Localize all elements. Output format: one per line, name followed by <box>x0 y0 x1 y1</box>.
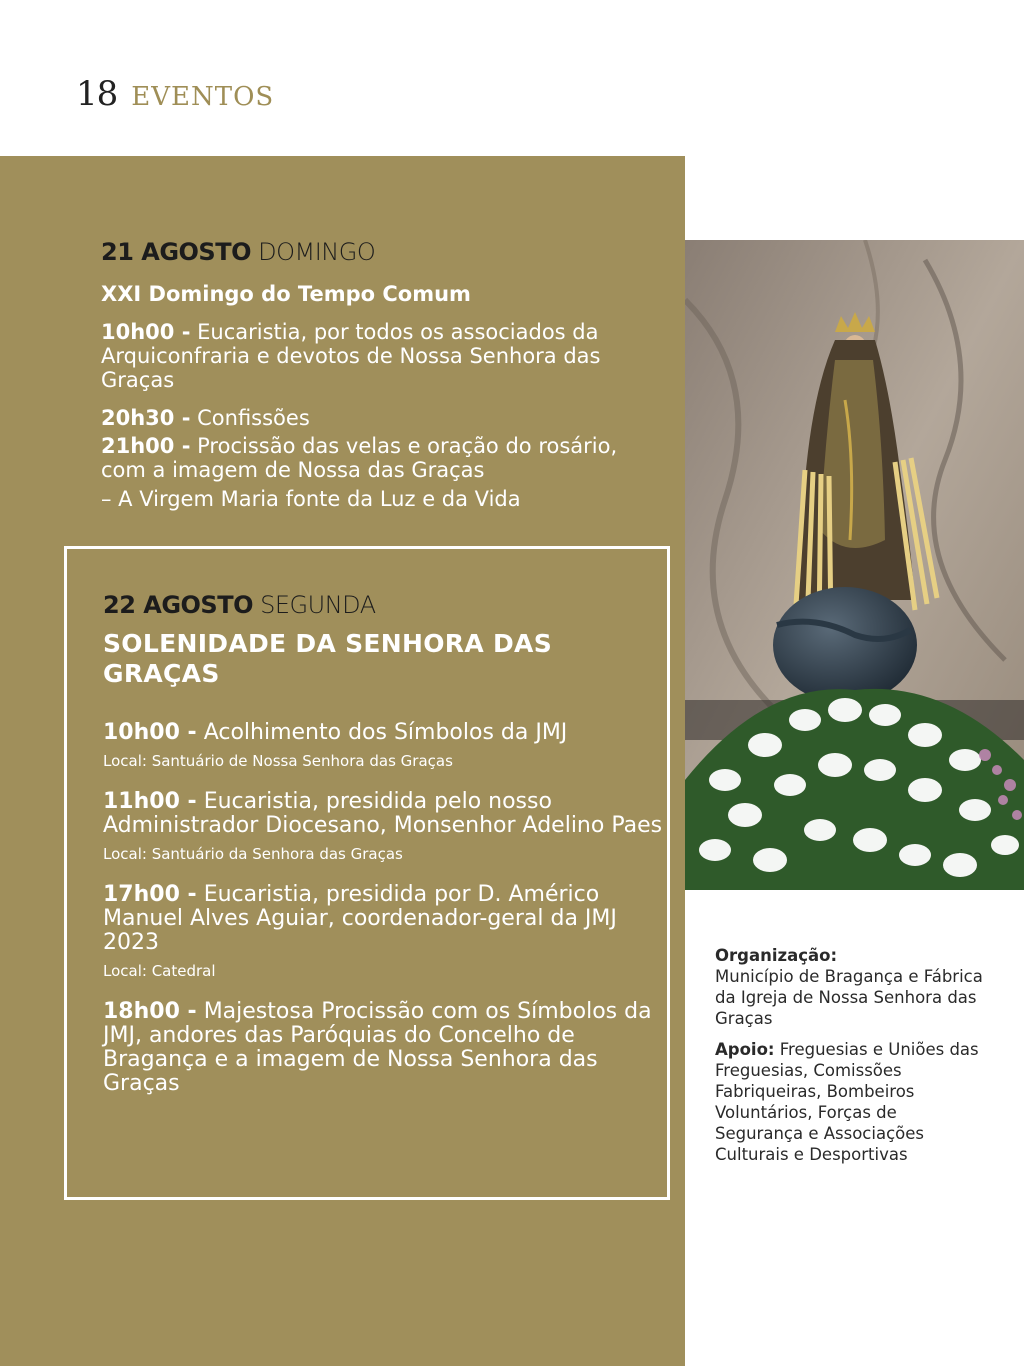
organization-label: Organização: <box>715 946 838 965</box>
page-header <box>76 74 274 114</box>
event-text: Eucaristia, por todos os associados da Arquiconfraria e devotos de Nossa Senhora das Graças <box>101 320 601 392</box>
event-text: Procissão das velas e oração do rosário, com a imagem de Nossa das Graças <box>101 434 618 482</box>
day2-heading <box>103 591 663 619</box>
event-time: 10h00 - <box>101 320 191 344</box>
event-time: 20h30 - <box>101 406 191 430</box>
statue-photo <box>685 240 1024 890</box>
day2-event <box>103 721 663 771</box>
event-text: Majestosa Procissão com os Símbolos da JMJ, andores das Paróquias do Concelho de Bragança e a imagem de Nossa Senhora das Graças <box>103 999 652 1096</box>
day2-weekday: SEGUNDA <box>260 591 376 619</box>
day2-date: 22 AGOSTO <box>103 591 253 619</box>
event-location: Local: Santuário da Senhora das Graças <box>103 845 403 863</box>
support-label: Apoio: <box>715 1040 775 1059</box>
support-text: Freguesias e Uniões das Freguesias, Comissões Fabriqueiras, Bombeiros Voluntários, Forças de Segurança e Associações Culturais e Desportivas <box>715 1040 979 1164</box>
day2-event <box>103 1000 663 1096</box>
events-panel <box>0 156 685 1366</box>
support <box>715 1039 985 1165</box>
organization-text: Município de Bragança e Fábrica da Igreja de Nossa Senhora das Graças <box>715 967 983 1028</box>
event-time: 17h00 - <box>103 882 197 907</box>
event-extra: – A Virgem Maria fonte da Luz e da Vida <box>101 487 521 511</box>
day2-event <box>103 790 663 864</box>
event-time: 11h00 - <box>103 789 197 814</box>
event-text: Acolhimento dos Símbolos da JMJ <box>203 720 568 745</box>
day2-block <box>103 591 663 1096</box>
event-time: 21h00 - <box>101 434 191 458</box>
day2-box <box>64 546 670 1200</box>
day1-date: 21 AGOSTO <box>101 238 251 266</box>
page-number: 18 <box>76 74 118 114</box>
day1-block <box>101 238 661 511</box>
event-location: Local: Santuário de Nossa Senhora das Graças <box>103 752 453 770</box>
section-title: EVENTOS <box>131 82 275 112</box>
day1-weekday: DOMINGO <box>258 238 376 266</box>
event-time: 18h00 - <box>103 999 197 1024</box>
credits <box>715 945 985 1165</box>
event-text: Eucaristia, presidida pelo nosso Administrador Diocesano, Monsenhor Adelino Paes <box>103 789 663 838</box>
day1-subtitle: XXI Domingo do Tempo Comum <box>101 282 471 306</box>
event-time: 10h00 - <box>103 720 197 745</box>
event-location: Local: Catedral <box>103 962 216 980</box>
organization <box>715 945 985 1029</box>
day1-event <box>101 406 661 430</box>
day1-event <box>101 434 661 511</box>
day1-event <box>101 320 661 392</box>
day2-event <box>103 883 663 981</box>
day2-title: SOLENIDADE DA SENHORA DAS GRAÇAS <box>103 629 553 688</box>
event-text: Confissões <box>197 406 310 430</box>
day1-heading <box>101 238 661 266</box>
event-text: Eucaristia, presidida por D. Américo Manuel Alves Aguiar, coordenador-geral da JMJ 2023 <box>103 882 617 955</box>
